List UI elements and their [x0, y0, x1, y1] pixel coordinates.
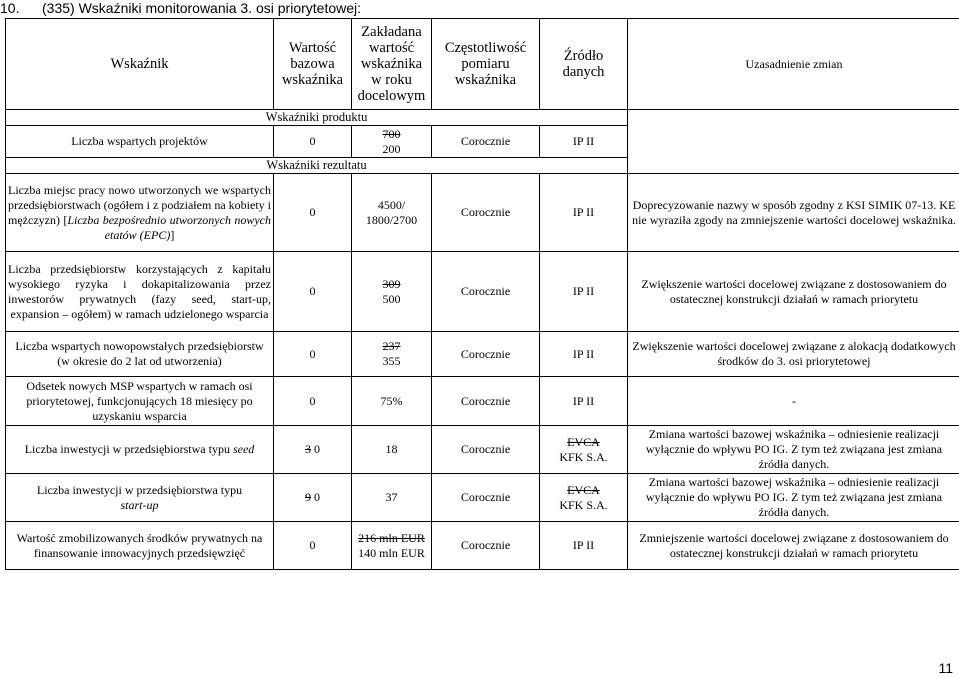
row3-frequency: Corocznie	[432, 252, 540, 332]
section-number: 10.	[0, 0, 20, 16]
header-justification: Uzasadnienie zmian	[628, 19, 959, 110]
section-heading	[0, 0, 361, 16]
row1-target: 700 200	[352, 126, 432, 158]
table-row	[6, 426, 959, 474]
row8-source: IP II	[540, 522, 628, 570]
row4-base: 0	[274, 332, 352, 377]
row6-source: EVCA KFK S.A.	[540, 426, 628, 474]
row8-target: 216 mln EUR 140 mln EUR	[352, 522, 432, 570]
indicators-table-body	[5, 173, 959, 570]
row6-indicator: Liczba inwestycji w przedsiębiorstwa typu seed	[6, 426, 274, 474]
group-product-label: Wskaźniki produktu	[6, 110, 628, 126]
row4-justification: Zwiększenie wartości docelowej związane z alokacją dodatkowych środków do 3. osi priorytetowej	[628, 332, 959, 377]
row8-indicator: Wartość zmobilizowanych środków prywatnych na finansowanie innowacyjnych przedsięwzięć	[6, 522, 274, 570]
row5-indicator: Odsetek nowych MSP wspartych w ramach osi priorytetowej, funkcjonujących 18 miesięcy po uzyskaniu wsparcia	[6, 377, 274, 426]
table-row	[6, 174, 959, 252]
row7-indicator: Liczba inwestycji w przedsiębiorstwa typu start-up	[6, 474, 274, 522]
header-frequency: Częstotliwość pomiaru wskaźnika	[432, 19, 540, 110]
row6-justification: Zmiana wartości bazowej wskaźnika – odniesienie realizacji wyłącznie do wpływu PO IG. Z tym też związana jest zmiana źródła danych.	[628, 426, 959, 474]
table-row	[6, 522, 959, 570]
header-indicator: Wskaźnik	[6, 19, 274, 110]
group-result-label: Wskaźniki rezultatu	[6, 158, 628, 174]
row1-source: IP II	[540, 126, 628, 158]
row5-base: 0	[274, 377, 352, 426]
group-product-row	[6, 110, 959, 126]
row2-source: IP II	[540, 174, 628, 252]
row8-base: 0	[274, 522, 352, 570]
row2-frequency: Corocznie	[432, 174, 540, 252]
row6-frequency: Corocznie	[432, 426, 540, 474]
section-title: (335) Wskaźniki monitorowania 3. osi priorytetowej:	[42, 0, 362, 16]
row3-source: IP II	[540, 252, 628, 332]
row5-source: IP II	[540, 377, 628, 426]
row5-target: 75%	[352, 377, 432, 426]
row7-justification: Zmiana wartości bazowej wskaźnika – odniesienie realizacji wyłącznie do wpływu PO IG. Z tym też związana jest zmiana źródła danych.	[628, 474, 959, 522]
header-target-value: Zakładana wartość wskaźnika w roku docelowym	[352, 19, 432, 110]
row3-base: 0	[274, 252, 352, 332]
table-row	[6, 332, 959, 377]
row2-target: 4500/ 1800/2700	[352, 174, 432, 252]
row2-base: 0	[274, 174, 352, 252]
row2-indicator: Liczba miejsc pracy nowo utworzonych we wspartych przedsiębiorstwach (ogółem i z podziałem na kobiety i mężczyzn) [Liczba bezpośrednio utworzonych nowych etatów (EPC)]	[6, 174, 274, 252]
row6-base: 3 0	[274, 426, 352, 474]
header-row	[6, 19, 959, 110]
row5-justification: -	[628, 377, 959, 426]
row7-frequency: Corocznie	[432, 474, 540, 522]
row7-base: 9 0	[274, 474, 352, 522]
row7-target: 37	[352, 474, 432, 522]
row8-justification: Zmniejszenie wartości docelowej związane z dostosowaniem do ostatecznej konstrukcji działań w ramach priorytetu	[628, 522, 959, 570]
page-number: 11	[938, 660, 953, 676]
row3-indicator: Liczba przedsiębiorstw korzystających z kapitału wysokiego ryzyka i dokapitalizowania przez inwestorów prywatnych (fazy seed, start-up, expansion – ogółem) w ramach udzielonego wsparcia	[6, 252, 274, 332]
table-row	[6, 252, 959, 332]
row8-frequency: Corocznie	[432, 522, 540, 570]
row4-frequency: Corocznie	[432, 332, 540, 377]
header-base-value: Wartość bazowa wskaźnika	[274, 19, 352, 110]
table-row	[6, 377, 959, 426]
row4-target: 237 355	[352, 332, 432, 377]
table-row	[6, 474, 959, 522]
row3-justification: Zwiększenie wartości docelowej związane z dostosowaniem do ostatecznej konstrukcji działań w ramach priorytetu	[628, 252, 959, 332]
row7-source: EVCA KFK S.A.	[540, 474, 628, 522]
row6-target: 18	[352, 426, 432, 474]
row5-frequency: Corocznie	[432, 377, 540, 426]
row4-indicator: Liczba wspartych nowopowstałych przedsiębiorstw (w okresie do 2 lat od utworzenia)	[6, 332, 274, 377]
row1-frequency: Corocznie	[432, 126, 540, 158]
row1-indicator: Liczba wspartych projektów	[6, 126, 274, 158]
row4-source: IP II	[540, 332, 628, 377]
row3-target: 309 500	[352, 252, 432, 332]
row2-justification: Doprecyzowanie nazwy w sposób zgodny z KSI SIMIK 07-13. KE nie wyraziła zgody na zmniejszenie wartości docelowej wskaźnika.	[628, 174, 959, 252]
row1-base: 0	[274, 126, 352, 158]
header-source: Źródło danych	[540, 19, 628, 110]
indicators-table	[5, 18, 959, 174]
